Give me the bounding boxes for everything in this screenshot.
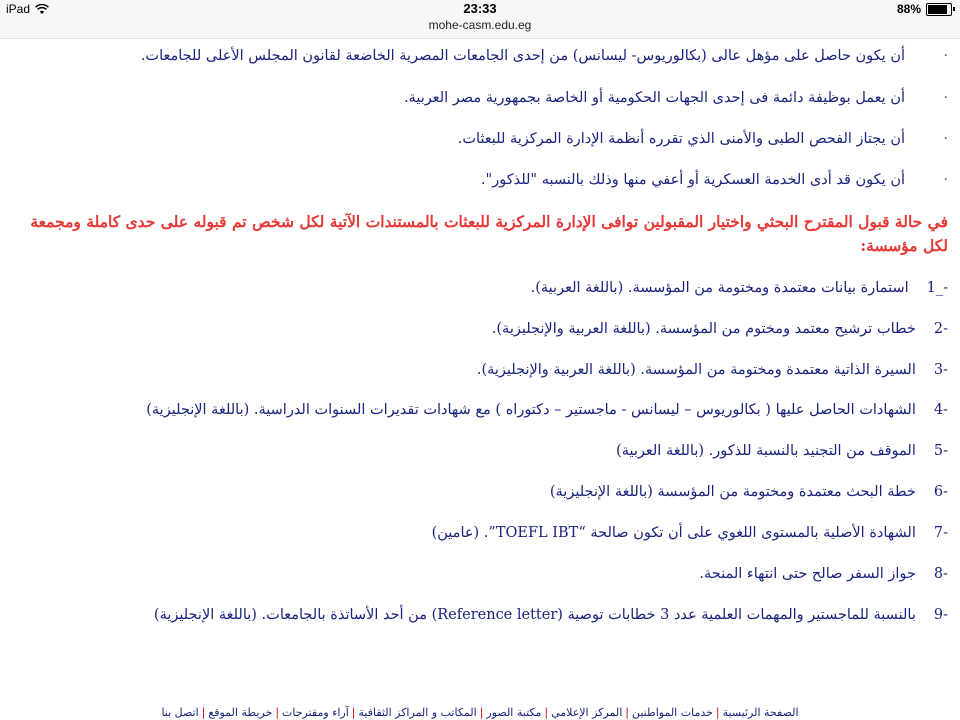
document-item <box>0 525 960 541</box>
item-number: 5- <box>933 443 948 459</box>
item-text: خطة البحث معتمدة ومختومة من المؤسسة (باللغة الإنجليزية) <box>549 484 916 500</box>
document-item <box>0 566 960 582</box>
item-text: السيرة الذاتية معتمدة ومختومة من المؤسسة. (باللغة العربية والإنجليزية). <box>476 362 916 378</box>
document-item <box>0 280 960 296</box>
device-label: iPad <box>6 2 31 16</box>
item-text: بالنسبة للماجستير والمهمات العلمية عدد 3 خطابات توصية (Reference letter) من أحد الأساتذة بالجامعات. (باللغة الإنجليزية) <box>153 607 916 623</box>
item-number: 9- <box>933 607 948 623</box>
footer-nav: الصفحة الرئيسية|خدمات المواطنين|المركز الإعلامي|مكتبة الصور|المكاتب و المراكز الثقافية|آراء ومقترحات|خريطة الموقع|اتصل بنا <box>161 706 799 719</box>
document-item <box>0 607 960 623</box>
requirement-item <box>0 172 960 188</box>
footer-link-home[interactable]: الصفحة الرئيسية <box>722 706 799 719</box>
clock: 23:33 <box>463 1 497 16</box>
bullet-icon: · <box>943 172 948 188</box>
item-number: 7- <box>933 525 948 541</box>
footer-link-citizen-services[interactable]: خدمات المواطنين <box>631 706 713 719</box>
item-text: الشهادة الأصلية بالمستوى اللغوي على أن تكون صالحة “TOEFL IBT”. (عامين) <box>431 525 916 541</box>
footer-link-photo-library[interactable]: مكتبة الصور <box>486 706 542 719</box>
item-text: الموقف من التجنيد بالنسبة للذكور. (باللغة العربية) <box>616 443 916 459</box>
item-number: 2- <box>933 321 948 337</box>
item-text: جواز السفر صالح حتى انتهاء المنحة. <box>699 566 916 582</box>
requirement-text: أن يجتاز الفحص الطبى والأمنى الذي تقرره أنظمة الإدارة المركزية للبعثات. <box>457 131 905 147</box>
requirement-item <box>0 48 960 64</box>
footer-link-contact[interactable]: اتصل بنا <box>161 706 199 719</box>
item-number: 8- <box>933 566 948 582</box>
document-item <box>0 362 960 378</box>
item-text: استمارة بيانات معتمدة ومختومة من المؤسسة. (باللغة العربية). <box>530 280 909 296</box>
document-item <box>0 443 960 459</box>
requirement-item <box>0 90 960 106</box>
footer-link-cultural-offices[interactable]: المكاتب و المراكز الثقافية <box>358 706 477 719</box>
requirement-item <box>0 131 960 147</box>
item-number: 3- <box>933 362 948 378</box>
item-number: 4- <box>933 402 948 418</box>
document-item <box>0 321 960 337</box>
footer-link-suggestions[interactable]: آراء ومقترحات <box>282 706 349 719</box>
url-bar[interactable]: mohe-casm.edu.eg <box>428 18 532 32</box>
bullet-icon: · <box>943 131 948 147</box>
item-number: 6- <box>933 484 948 500</box>
requirement-text: أن يعمل بوظيفة دائمة فى إحدى الجهات الحكومية أو الخاصة بجمهورية مصر العربية. <box>403 90 905 106</box>
footer-link-sitemap[interactable]: خريطة الموقع <box>208 706 273 719</box>
item-number: 1_- <box>926 280 948 296</box>
item-text: الشهادات الحاصل عليها ( بكالوريوس – ليسانس - ماجستير – دكتوراه ) مع شهادات تقديرات السنوات الدراسية. (باللغة الإنجليزية) <box>146 402 916 418</box>
requirement-text: أن يكون قد أدى الخدمة العسكرية أو أعفي منها وذلك بالنسبه "للذكور". <box>480 172 905 188</box>
page-content <box>0 38 960 720</box>
bullet-icon: · <box>943 90 948 106</box>
item-text: خطاب ترشيح معتمد ومختوم من المؤسسة. (باللغة العربية والإنجليزية). <box>491 321 916 337</box>
requirement-text: أن يكون حاصل على مؤهل عالى (بكالوريوس- ليسانس) من إحدى الجامعات المصرية الخاضعة لقانون المجلس الأعلى للجامعات. <box>140 48 905 64</box>
documents-heading: في حالة قبول المقترح البحثي واختيار المقبولين توافى الإدارة المركزية للبعثات بالمستندات الآتية لكل شخص تم قبوله على حدى كاملة ومجمعة لكل مؤسسة: <box>30 212 948 255</box>
bullet-icon: · <box>943 48 948 64</box>
footer-link-media-center[interactable]: المركز الإعلامي <box>551 706 623 719</box>
document-item <box>0 402 960 418</box>
battery-indicator <box>897 2 952 16</box>
battery-icon <box>926 3 952 16</box>
status-bar <box>0 0 960 39</box>
battery-percent: 88% <box>896 2 921 16</box>
document-item <box>0 484 960 500</box>
